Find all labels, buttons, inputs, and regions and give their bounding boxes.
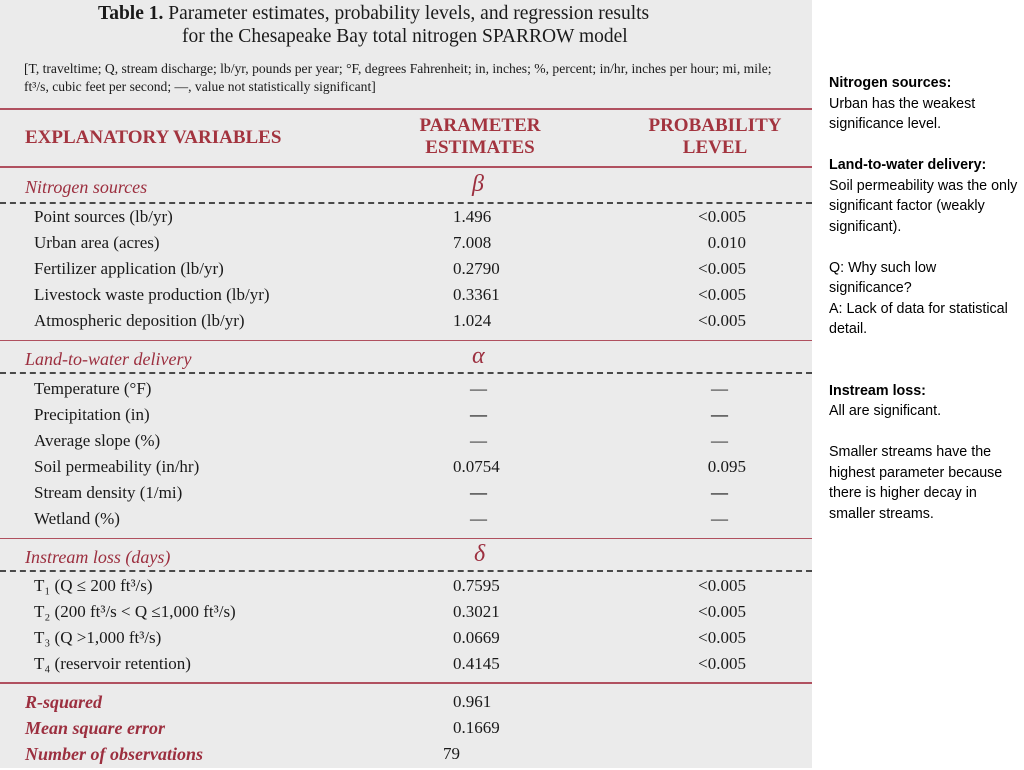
probability-level: — — [711, 483, 728, 502]
alpha-symbol: α — [472, 343, 485, 369]
section-divider — [0, 202, 812, 204]
stat-value: 79 — [443, 744, 460, 763]
stat-mean-square-error — [0, 718, 812, 744]
probability-level: <0.005 — [698, 654, 746, 673]
table-row — [0, 377, 812, 403]
table-row — [0, 626, 812, 652]
probability-level: <0.005 — [698, 285, 746, 304]
parameter-estimate: — — [470, 483, 487, 502]
table-row — [0, 283, 812, 309]
header-probability-line1: PROBABILITY — [648, 115, 782, 136]
table-title — [98, 2, 649, 48]
probability-level: <0.005 — [698, 628, 746, 647]
parameter-estimate: — — [470, 509, 487, 528]
header-parameter-line2: ESTIMATES — [425, 137, 535, 158]
probability-level: — — [711, 431, 728, 450]
parameter-estimate: — — [470, 405, 487, 424]
probability-level: <0.005 — [698, 259, 746, 278]
probability-level: 0.095 — [707, 457, 746, 476]
table-row — [0, 455, 812, 481]
probability-level: — — [711, 509, 728, 528]
table-row — [0, 600, 812, 626]
parameter-estimate: 1.496 — [453, 207, 492, 226]
stat-label: Mean square error — [25, 718, 166, 738]
probability-level: — — [711, 379, 728, 398]
table-title-line1: Parameter estimates, probability levels, and regression results — [168, 3, 650, 24]
parameter-estimate: 0.4145 — [453, 654, 500, 673]
note-land-text: Soil permeability was the only significant factor (weakly significant). — [829, 177, 1018, 235]
section-instream-loss-unit: (days) — [125, 547, 171, 567]
table-row — [0, 429, 812, 455]
header-explanatory-variables: EXPLANATORY VARIABLES — [25, 127, 282, 148]
header-bottom-rule — [0, 166, 812, 168]
table-row — [0, 205, 812, 231]
note-question: Q: Why such low significance? — [829, 259, 937, 296]
parameter-estimate: 0.3361 — [453, 285, 500, 304]
probability-level: 0.010 — [707, 233, 746, 252]
parameter-estimate: 7.008 — [453, 233, 492, 252]
variable-name: T₁ (Q ≤ 200 ft³/s) — [34, 576, 153, 595]
table-row — [0, 574, 812, 600]
stat-value: 0.1669 — [453, 718, 500, 737]
probability-level: <0.005 — [698, 602, 746, 621]
variable-name: T₃ (Q >1,000 ft³/s) — [34, 628, 162, 647]
table-row — [0, 309, 812, 335]
note-land-title: Land-to-water delivery: — [829, 157, 987, 173]
probability-level: <0.005 — [698, 311, 746, 330]
beta-symbol: β — [472, 171, 484, 197]
header-parameter-estimates — [405, 115, 555, 159]
variable-name: Temperature (°F) — [34, 379, 152, 398]
table-row — [0, 507, 812, 533]
stat-value: 0.961 — [453, 692, 492, 711]
stat-number-of-observations — [0, 744, 812, 770]
variable-name: Average slope (%) — [34, 431, 161, 450]
parameter-estimate: — — [470, 379, 487, 398]
variable-name: T₄ (reservoir retention) — [34, 654, 191, 673]
delta-symbol: δ — [474, 541, 486, 567]
note-answer: A: Lack of data for statistical detail. — [829, 300, 1008, 337]
section-divider — [0, 570, 812, 572]
parameter-estimate: 1.024 — [453, 311, 492, 330]
header-parameter-line1: PARAMETER — [419, 115, 541, 136]
abbreviations-note: [T, traveltime; Q, stream discharge; lb/yr, pounds per year; °F, degrees Fahrenheit; in, inches; %, percent; in/hr, inches per hour; mi, mile; ft³/s, cubic feet per second; —, value not statistically significant] — [24, 61, 772, 94]
table-row — [0, 231, 812, 257]
section-rule — [0, 538, 812, 539]
parameter-estimate: 0.7595 — [453, 576, 500, 595]
variable-name: Fertilizer application (lb/yr) — [34, 259, 224, 278]
parameter-estimate: — — [470, 431, 487, 450]
variable-name: Urban area (acres) — [34, 233, 160, 252]
variable-name: Precipitation (in) — [34, 405, 150, 424]
notes-panel — [829, 73, 1019, 524]
parameter-estimate: 0.2790 — [453, 259, 500, 278]
header-probability-line2: LEVEL — [682, 137, 748, 158]
stat-r-squared — [0, 692, 812, 718]
variable-name: T₂ (200 ft³/s < Q ≤1,000 ft³/s) — [34, 602, 236, 621]
parameter-estimate: 0.3021 — [453, 602, 500, 621]
note-instream-text: All are significant. — [829, 403, 942, 419]
note-smaller-streams: Smaller streams have the highest parameter because there is higher decay in smaller streams. — [829, 444, 1003, 522]
note-nitrogen-title: Nitrogen sources: — [829, 75, 952, 91]
variable-name: Wetland (%) — [34, 509, 120, 528]
variable-name: Soil permeability (in/hr) — [34, 457, 200, 476]
probability-level: <0.005 — [698, 207, 746, 226]
section-instream-loss — [25, 547, 170, 568]
section-nitrogen-sources: Nitrogen sources — [25, 177, 148, 197]
parameter-estimate: 0.0754 — [453, 457, 500, 476]
stat-label: R-squared — [25, 692, 103, 712]
probability-level: <0.005 — [698, 576, 746, 595]
probability-level: — — [711, 405, 728, 424]
header-probability-level — [630, 115, 800, 159]
table-row — [0, 257, 812, 283]
variable-name: Livestock waste production (lb/yr) — [34, 285, 270, 304]
header-top-rule — [0, 108, 812, 110]
table-row — [0, 652, 812, 678]
stats-top-rule — [0, 682, 812, 684]
variable-name: Atmospheric deposition (lb/yr) — [34, 311, 245, 330]
table-row — [0, 403, 812, 429]
variable-name: Stream density (1/mi) — [34, 483, 183, 502]
table-row — [0, 481, 812, 507]
table-label: Table 1. — [98, 3, 164, 24]
section-instream-loss-name: Instream loss — [25, 547, 121, 567]
parameter-estimate: 0.0669 — [453, 628, 500, 647]
section-rule — [0, 340, 812, 341]
stat-label: Number of observations — [25, 744, 204, 764]
note-instream-title: Instream loss: — [829, 382, 926, 399]
section-divider — [0, 372, 812, 374]
note-nitrogen-text: Urban has the weakest significance level. — [829, 95, 976, 132]
variable-name: Point sources (lb/yr) — [34, 207, 173, 226]
section-land-to-water-delivery: Land-to-water delivery — [25, 349, 192, 369]
table-title-line2: for the Chesapeake Bay total nitrogen SPARROW model — [182, 26, 628, 47]
